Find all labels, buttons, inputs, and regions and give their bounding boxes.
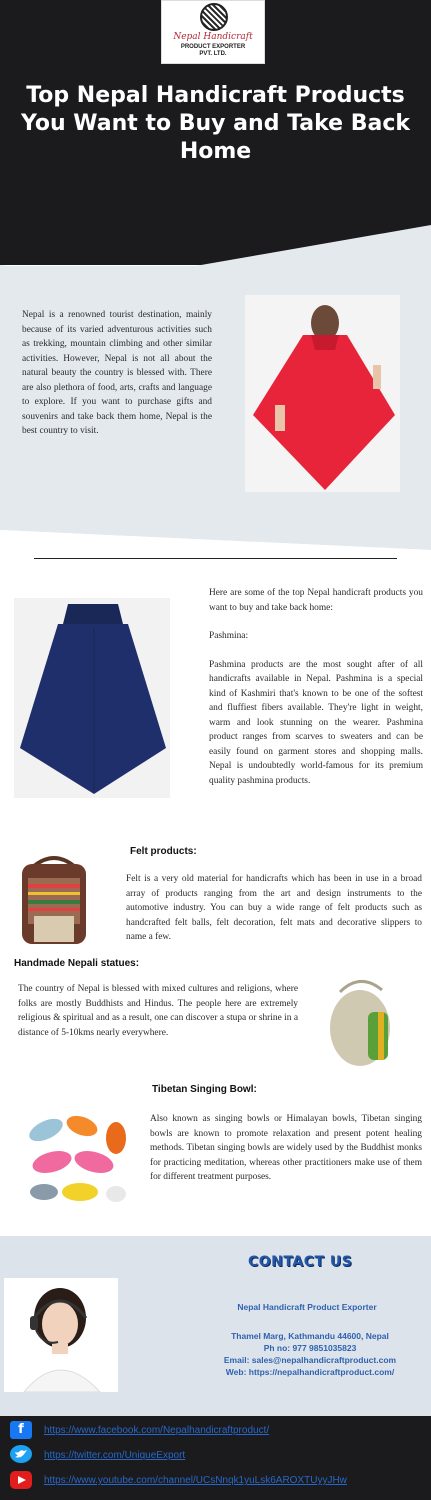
statues-heading: Handmade Nepali statues: xyxy=(14,958,140,969)
youtube-link[interactable]: https://www.youtube.com/channel/UCsNnqk1yuLsk6AROXTUyyJHw xyxy=(44,1475,347,1486)
phone[interactable]: Ph no: 977 9851035823 xyxy=(263,1343,357,1353)
twitter-icon[interactable] xyxy=(10,1445,32,1463)
twitter-link[interactable]: https://twitter.com/UniqueExport xyxy=(44,1450,186,1461)
support-agent-image xyxy=(4,1278,118,1392)
contact-heading: CONTACT US xyxy=(248,1254,353,1270)
tibetan-heading: Tibetan Singing Bowl: xyxy=(152,1084,257,1095)
tibetan-paragraph: Also known as singing bowls or Himalayan bowls, Tibetan singing bowls are known to promote relaxation and present potent healing methods. Tibetan singing bowls are widely used by the Buddhist monks for practicing meditation, whereas other practitioners make use of them for different treatment purposes. xyxy=(150,1114,422,1182)
email[interactable]: Email: sales@nepalhandicraftproduct.com xyxy=(223,1355,397,1365)
intro-diagonal xyxy=(0,490,431,550)
red-poncho-image xyxy=(245,295,400,492)
yarn-ball-icon xyxy=(200,3,228,31)
hemp-bag-image xyxy=(320,972,400,1068)
page-title: Top Nepal Handicraft Products You Want to Buy and Take Back Home xyxy=(20,83,411,164)
address: Thamel Marg, Kathmandu 44600, Nepal xyxy=(231,1331,389,1341)
blue-poncho-image xyxy=(14,598,170,798)
felt-heading: Felt products: xyxy=(130,846,197,857)
facebook-icon[interactable]: f xyxy=(10,1421,32,1439)
company-name: Nepal Handicraft Product Exporter xyxy=(237,1302,377,1312)
section-divider xyxy=(34,558,397,559)
felt-slippers-image xyxy=(24,1108,130,1208)
logo-subtitle: PRODUCT EXPORTER PVT. LTD. xyxy=(180,44,246,57)
intro-paragraph: Nepal is a renowned tourist destination, mainly because of its varied adventurous activities such as trekking, mountain climbing and other similar activities. However, Nepal is not all about the natural beauty the country is blessed with. There are also plethora of food, arts, crafts and language to explore. If you want to purchase gifts and souvenirs and take back them home, Nepal is the best country to visit. xyxy=(22,310,212,436)
contact-details xyxy=(200,1330,420,1378)
felt-backpack-image xyxy=(4,848,104,948)
youtube-icon[interactable] xyxy=(10,1471,32,1489)
pashmina-section xyxy=(209,586,423,788)
website: Web: https://nepalhandicraftproduct.com/ xyxy=(225,1367,395,1377)
statues-paragraph: The country of Nepal is blessed with mixed cultures and religions, where folks are mostly Buddhists and Hindus. The people here are extremely religious & spiritual and as a result, one can discover a stupa or shrine in a distance of 5-10kms nearly everywhere. xyxy=(18,984,298,1038)
pashmina-lead: Here are some of the top Nepal handicraft products you want to buy and take back home: xyxy=(209,588,423,613)
facebook-link[interactable]: https://www.facebook.com/Nepalhandicraftproduct/ xyxy=(44,1425,270,1436)
website-link[interactable]: https://nepalhandicraftproduct.com/ xyxy=(248,1367,395,1377)
pashmina-paragraph: Pashmina products are the most sought after of all handicrafts available in Nepal. Pashmina is a special kind of Kashmiri that's known to be one of the softest and fluffiest fibers available. They're light in weight, warm and look stunning on the wearer. Pashmina product ranges from scarves to sweaters and can be easily found on garment stores and shopping malls. Nepal is undoubtedly world-famous for its premium quality pashmina products. xyxy=(209,659,423,786)
logo-brand: Nepal Handicraft xyxy=(173,32,253,42)
felt-paragraph: Felt is a very old material for handicrafts which has been in use in a broad array of products ranging from the art and design instruments to the automotive industry. You can buy a wide range of felt products such as handcrafted felt balls, felt decoration, felt mats and decorative slippers to name a few. xyxy=(126,874,422,942)
pashmina-heading: Pashmina: xyxy=(209,631,249,641)
